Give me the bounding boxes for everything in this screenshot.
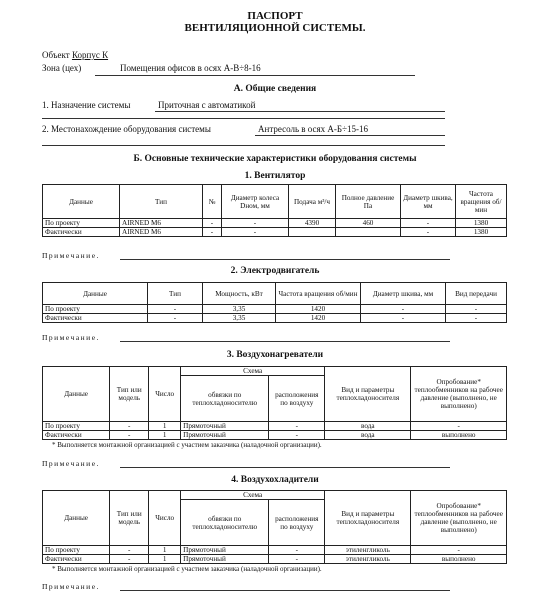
cell: 1380	[456, 219, 507, 228]
location-underline	[255, 135, 445, 136]
heaters-table	[42, 366, 507, 440]
heaters-footnote: * Выполняется монтажной организацией с участием заказчика (наладочной организации).	[52, 441, 322, 449]
fan-header-row	[43, 185, 507, 219]
cell: -	[411, 422, 507, 431]
title-line-2: ВЕНТИЛЯЦИОННОЙ СИСТЕМЫ.	[184, 22, 366, 34]
motor-col-type: Тип	[148, 283, 203, 305]
location-extra-rule	[42, 145, 445, 146]
title-line-1: ПАСПОРТ	[247, 10, 303, 22]
fan-col-data: Данные	[43, 185, 120, 219]
heaters-note-rule	[120, 467, 450, 468]
cell: выполнено	[411, 431, 507, 440]
heaters-col-scheme-coolant: обвязки по теплохладоносителю	[181, 376, 269, 422]
section-b-heading: Б. Основные технические характеристики оборудования системы	[133, 154, 417, 164]
object-value: Корпус К	[71, 50, 109, 60]
cell: -	[148, 305, 203, 314]
cell: -	[361, 305, 446, 314]
cell: 1420	[276, 305, 361, 314]
cell: вода	[325, 431, 411, 440]
fan-col-speed: Частота вращения об/мин	[456, 185, 507, 219]
heaters-heading: 3. Воздухонагреватели	[226, 350, 324, 360]
coolers-col-count: Число	[149, 491, 181, 546]
table-row	[43, 422, 507, 431]
cell: этиленгликоль	[325, 546, 411, 555]
cell: -	[446, 305, 507, 314]
cell: AIRNED M6	[120, 228, 203, 237]
cell: -	[401, 219, 456, 228]
heaters-col-kind: Вид и параметры теплохладоносителя	[325, 367, 411, 422]
cell: вода	[325, 422, 411, 431]
motor-col-data: Данные	[43, 283, 148, 305]
cell: Фактически	[43, 228, 120, 237]
cell: -	[203, 228, 222, 237]
motor-col-pulley: Диаметр шкива, мм	[361, 283, 446, 305]
cell: 3,35	[203, 314, 276, 323]
cell: -	[269, 546, 325, 555]
cell: 1380	[456, 228, 507, 237]
coolers-col-data: Данные	[43, 491, 110, 546]
cell: 460	[336, 219, 401, 228]
cell: -	[110, 555, 149, 564]
cell: -	[110, 431, 149, 440]
cell: Прямоточный	[181, 555, 269, 564]
cell	[289, 228, 336, 237]
cell: Прямоточный	[181, 431, 269, 440]
cell: -	[148, 314, 203, 323]
table-row	[43, 555, 507, 564]
cell: -	[110, 422, 149, 431]
cell: По проекту	[43, 422, 110, 431]
fan-col-type: Тип	[120, 185, 203, 219]
coolers-heading: 4. Воздухохладители	[231, 475, 319, 485]
table-row	[43, 219, 507, 228]
cell: Прямоточный	[181, 546, 269, 555]
cell: -	[269, 555, 325, 564]
heaters-col-count: Число	[149, 367, 181, 422]
object-line	[42, 50, 108, 60]
table-row	[43, 305, 507, 314]
cell: -	[110, 546, 149, 555]
cell: По проекту	[43, 546, 110, 555]
object-label: Объект	[42, 50, 70, 60]
cell: -	[269, 431, 325, 440]
coolers-col-scheme-coolant: обвязки по теплохладоносителю	[181, 500, 269, 546]
cell: 3,35	[203, 305, 276, 314]
cell: 4390	[289, 219, 336, 228]
coolers-table	[42, 490, 507, 564]
motor-col-power: Мощность, кВт	[203, 283, 276, 305]
fan-heading: 1. Вентилятор	[244, 171, 306, 181]
coolers-footnote: * Выполняется монтажной организацией с участием заказчика (наладочной организации).	[52, 565, 322, 573]
cell: -	[411, 546, 507, 555]
table-row	[43, 228, 507, 237]
fan-note: Примечание.	[42, 251, 100, 260]
cell: выполнено	[411, 555, 507, 564]
coolers-col-test: Опробование* теплообменников на рабочее давление (выполнено, не выполнено)	[411, 491, 507, 546]
motor-header-row	[43, 283, 507, 305]
coolers-col-scheme: Схема	[181, 491, 325, 500]
cell: -	[269, 422, 325, 431]
cell: -	[203, 219, 222, 228]
motor-col-drive: Вид передачи	[446, 283, 507, 305]
cell: 1	[149, 431, 181, 440]
motor-col-speed: Частота вращения об/мин	[276, 283, 361, 305]
coolers-note: Примечание.	[42, 582, 100, 591]
cell: Фактически	[43, 555, 110, 564]
heaters-col-type: Тип или модель	[110, 367, 149, 422]
cell: 1	[149, 555, 181, 564]
fan-note-rule	[120, 259, 450, 260]
cell: -	[446, 314, 507, 323]
purpose-value: Приточная с автоматикой	[158, 100, 256, 110]
cell: этиленгликоль	[325, 555, 411, 564]
fan-col-pulley: Диаметр шкива, мм	[401, 185, 456, 219]
cell: -	[401, 228, 456, 237]
section-a-heading: А. Общие сведения	[233, 84, 317, 94]
coolers-note-rule	[120, 590, 450, 591]
location-label: 2. Местонахождение оборудования системы	[42, 124, 211, 134]
location-value: Антресоль в осях А-Б÷15-16	[258, 124, 369, 134]
cell: 1	[149, 422, 181, 431]
zone-underline	[95, 75, 415, 76]
purpose-underline	[155, 111, 445, 112]
coolers-col-type: Тип или модель	[110, 491, 149, 546]
fan-col-pressure: Полное давление Па	[336, 185, 401, 219]
motor-note: Примечание.	[42, 333, 100, 342]
purpose-extra-rule	[42, 118, 445, 119]
fan-col-flow: Подача м³/ч	[289, 185, 336, 219]
fan-table	[42, 184, 507, 237]
coolers-col-scheme-air: расположения по воздуху	[269, 500, 325, 546]
cell: Фактически	[43, 314, 148, 323]
table-row	[43, 314, 507, 323]
motor-heading: 2. Электродвигатель	[230, 266, 320, 276]
cell: По проекту	[43, 219, 120, 228]
heaters-header-row-1	[43, 367, 507, 376]
purpose-label: 1. Назначение системы	[42, 100, 131, 110]
cell: 1420	[276, 314, 361, 323]
cell: -	[222, 219, 289, 228]
zone-label: Зона (цех)	[42, 63, 82, 73]
fan-col-number: №	[203, 185, 222, 219]
fan-col-diameter: Диаметр колеса Dном, мм	[222, 185, 289, 219]
heaters-col-scheme-air: расположения по воздуху	[269, 376, 325, 422]
heaters-col-data: Данные	[43, 367, 110, 422]
table-row	[43, 431, 507, 440]
cell: Прямоточный	[181, 422, 269, 431]
coolers-header-row-1	[43, 491, 507, 500]
table-row	[43, 546, 507, 555]
cell: -	[222, 228, 289, 237]
cell	[336, 228, 401, 237]
cell: 1	[149, 546, 181, 555]
motor-note-rule	[120, 341, 450, 342]
heaters-col-test: Опробование* теплообменников на рабочее давление (выполнено, не выполнено)	[411, 367, 507, 422]
heaters-note: Примечание.	[42, 459, 100, 468]
motor-table	[42, 282, 507, 323]
cell: -	[361, 314, 446, 323]
cell: По проекту	[43, 305, 148, 314]
heaters-col-scheme: Схема	[181, 367, 325, 376]
zone-value: Помещения офисов в осях А-В÷8-16	[120, 63, 261, 73]
cell: Фактически	[43, 431, 110, 440]
cell: AIRNED M6	[120, 219, 203, 228]
coolers-col-kind: Вид и параметры теплохладоносителя	[325, 491, 411, 546]
